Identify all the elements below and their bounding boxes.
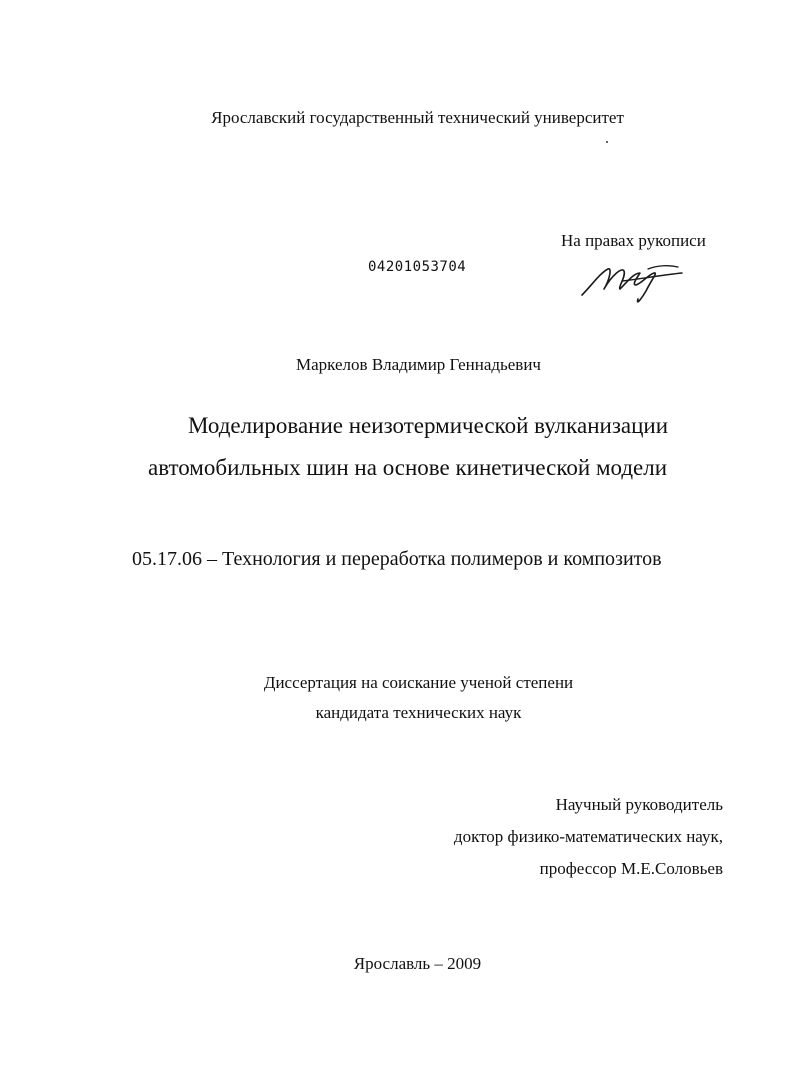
supervisor-name: профессор М.Е.Соловьев bbox=[539, 859, 723, 878]
scan-dot-mark bbox=[606, 141, 608, 143]
degree-statement-line-1: Диссертация на соискание ученой степени bbox=[263, 673, 574, 692]
manuscript-rights-note: На правах рукописи bbox=[561, 231, 706, 250]
university-name: Ярославский государственный технический университет bbox=[211, 108, 624, 127]
dissertation-title-line-1: Моделирование неизотермической вулканизации bbox=[188, 413, 669, 438]
specialty-code: 05.17.06 – Технология и переработка полимеров и композитов bbox=[132, 548, 662, 570]
supervisor-degree: доктор физико-математических наук, bbox=[453, 827, 723, 846]
dissertation-title-line-2: автомобильных шин на основе кинетической модели bbox=[148, 455, 668, 480]
degree-statement-line-2: кандидата технических наук bbox=[315, 703, 522, 722]
signature-image bbox=[578, 255, 688, 307]
supervisor-label: Научный руководитель bbox=[555, 795, 723, 814]
registration-code: 04201053704 bbox=[368, 259, 467, 275]
city-year: Ярославль – 2009 bbox=[353, 954, 482, 973]
author-name: Маркелов Владимир Геннадьевич bbox=[296, 355, 541, 374]
